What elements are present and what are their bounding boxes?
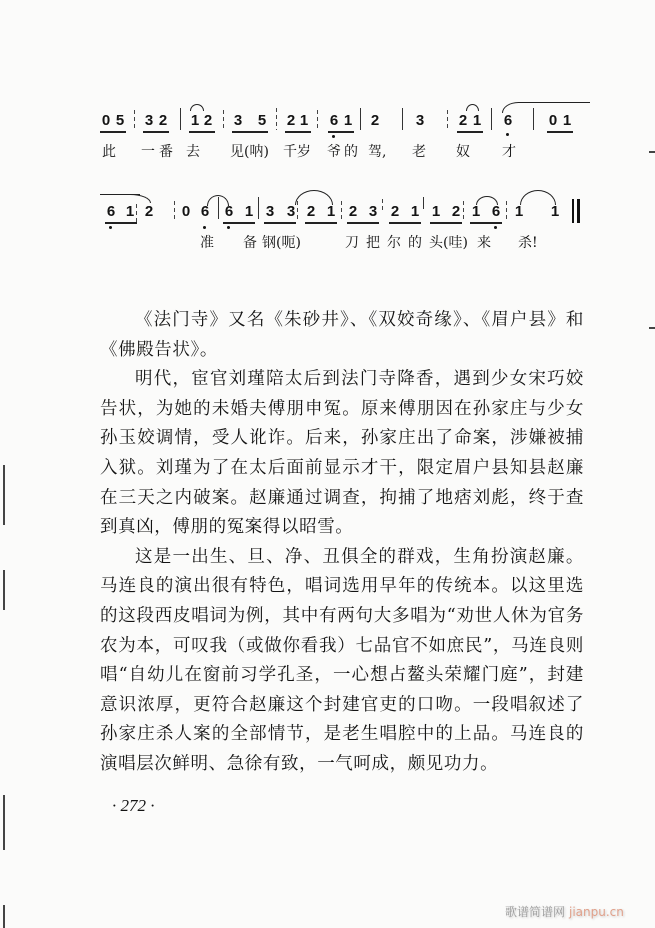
note: 3 [144, 112, 154, 129]
note: 5 [115, 112, 125, 129]
note: 1 [472, 112, 482, 129]
lyric: 一番 [141, 144, 177, 160]
paragraph-aliases: 《法门寺》又名《朱砂井》、《双姣奇缘》、《眉户县》和《佛殿告状》。 [100, 310, 584, 360]
note: 6 [329, 112, 339, 129]
note: 1 [562, 112, 572, 129]
note: 1 [299, 112, 309, 129]
scan-margin-mark [3, 570, 5, 610]
note: 6 [106, 203, 116, 220]
lyric: 爷的 [327, 144, 361, 160]
note: 1 [343, 112, 353, 129]
lyric: 奴 [456, 144, 470, 160]
note: 2 [158, 112, 168, 129]
note: 2 [286, 112, 296, 129]
note: 2 [451, 203, 461, 220]
note: 6 [491, 203, 501, 220]
note: 2 [458, 112, 468, 129]
note: 2 [144, 203, 154, 220]
lyric: 驾, [368, 144, 387, 160]
note: 1 [190, 112, 200, 129]
lyric: 杀! [518, 235, 538, 251]
watermark-url: jianpu.cn [569, 905, 624, 919]
note: 2 [203, 112, 213, 129]
note: 1 [550, 203, 560, 220]
note: 5 [257, 112, 267, 129]
lyric: 千岁 [283, 144, 311, 160]
note: 6 [224, 203, 234, 220]
note: 6 [503, 112, 513, 129]
note: 1 [326, 203, 336, 220]
lyric: 备 [243, 235, 257, 251]
note: 0 [548, 112, 558, 129]
note: 2 [306, 203, 316, 220]
note: 1 [471, 203, 481, 220]
note: 2 [370, 112, 380, 129]
paragraph-plot: 明代，宦官刘瑾陪太后到法门寺降香，遇到少女宋巧姣告状，为她的未婚夫傅朋申冤。原来傅朋因在孙家庄与少女孙玉姣调情，受人讹诈。后来，孙家庄出了命案，涉嫌被捕入狱。刘瑾为了在太后面前显示才干，限定眉户县知县赵廉在三天之内破案。赵廉通过调查，拘捕了地痞刘彪，终于查到真凶，傅朋的冤案得以昭雪。 [100, 369, 584, 538]
scan-margin-mark [3, 905, 5, 928]
note: 0 [181, 203, 191, 220]
note: 2 [348, 203, 358, 220]
lyric: 此 [102, 144, 116, 160]
note: 1 [244, 203, 254, 220]
note: 1 [125, 203, 135, 220]
note: 2 [390, 203, 400, 220]
lyric: 刀 [345, 235, 359, 251]
lyric: 见(呐) [230, 144, 269, 160]
lyric: 头(哇) [429, 235, 468, 251]
lyric: 的 [408, 235, 422, 251]
lyric: 把 [366, 235, 380, 251]
note: 1 [410, 203, 420, 220]
lyric: 准 [200, 235, 214, 251]
scan-margin-mark [3, 795, 5, 850]
scan-margin-mark [3, 465, 5, 525]
scan-margin-tick [649, 151, 655, 153]
note: 1 [431, 203, 441, 220]
page-number: · 272 · [112, 796, 155, 815]
score-line-2 [0, 199, 655, 259]
lyric: 钢(呃) [262, 235, 301, 251]
lyric: 来 [477, 235, 491, 251]
scan-margin-tick [649, 327, 655, 329]
note: 6 [200, 203, 210, 220]
note: 3 [233, 112, 243, 129]
lyric: 老 [412, 144, 426, 160]
lyric: 尔 [387, 235, 401, 251]
note: 3 [415, 112, 425, 129]
note: 1 [514, 203, 524, 220]
note: 3 [286, 203, 296, 220]
note: 3 [265, 203, 275, 220]
watermark-cn: 歌谱简谱网 [505, 905, 566, 919]
lyric: 去 [186, 144, 200, 160]
paragraph-performance: 这是一出生、旦、净、丑俱全的群戏，生角扮演赵廉。马连良的演出很有特色，唱词选用早年的传统本。以这里选的这段西皮唱词为例，其中有两句大多唱为“劝世人休为官务农为本，可叹我（或做你看我）七品官不如庶民”，马连良则唱“自幼儿在窗前习学孔圣，一心想占鳌头荣耀门庭”，封建意识浓厚，更符合赵廉这个封建官吏的口吻。一段唱叙述了孙家庄杀人案的全部情节，是老生唱腔中的上品。马连良的演唱层次鲜明、急徐有致，一气呵成，颇见功力。 [100, 546, 584, 774]
article-body [100, 306, 584, 780]
note: 3 [368, 203, 378, 220]
note: 0 [101, 112, 111, 129]
watermark [505, 903, 624, 920]
lyric: 才 [502, 144, 516, 160]
